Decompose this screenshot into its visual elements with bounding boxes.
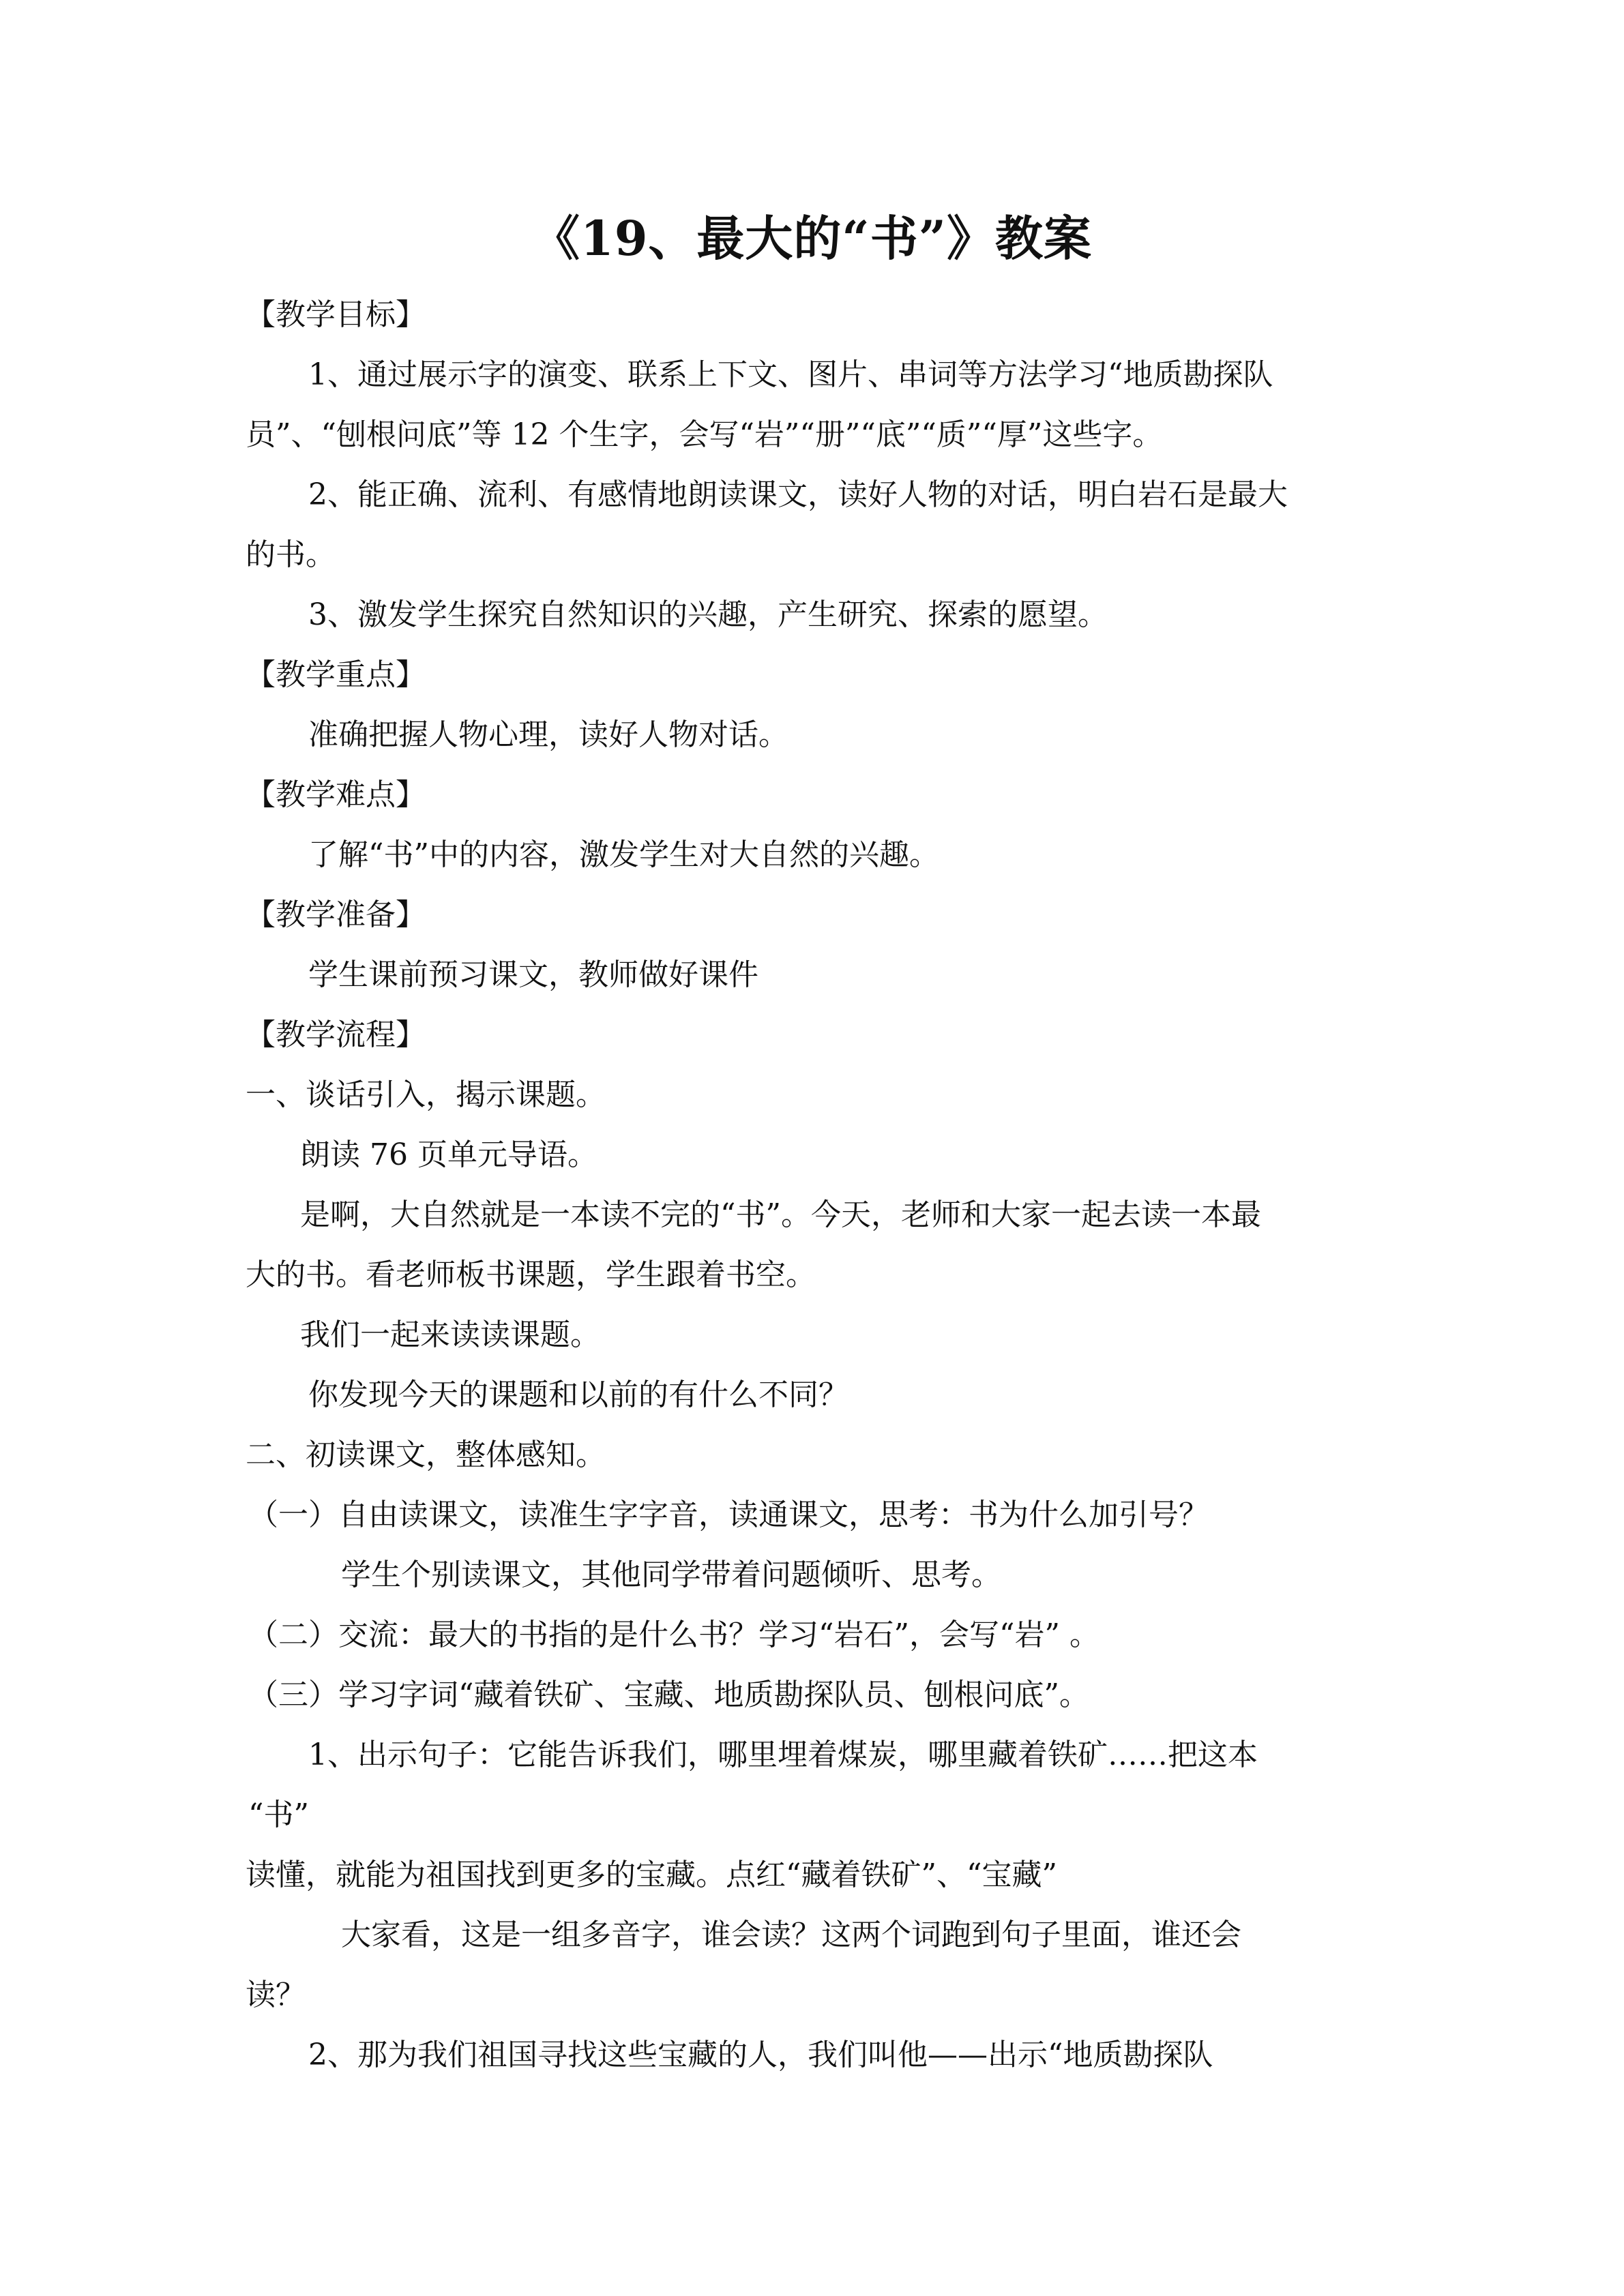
text-line: 2、那为我们祖国寻找这些宝藏的人，我们叫他——出示“地质勘探队: [308, 2038, 1213, 2072]
text-line: 你发现今天的课题和以前的有什么不同？: [308, 1377, 848, 1412]
text-line: 大家看，这是一组多音字，谁会读？这两个词跑到句子里面，谁还会: [341, 1918, 1241, 1952]
text-line: 一、谈话引入，揭示课题。: [246, 1077, 606, 1112]
text-line: 学生个别读课文，其他同学带着问题倾听、思考。: [341, 1557, 1001, 1592]
text-line: （三）学习字词“藏着铁矿、宝藏、地质勘探队员、刨根问底”。: [248, 1678, 1089, 1712]
text-line: 【教学重点】: [246, 657, 426, 692]
text-line: 2、能正确、流利、有感情地朗读课文，读好人物的对话，明白岩石是最大: [308, 477, 1288, 512]
text-line: 读懂，就能为祖国找到更多的宝藏。点红“藏着铁矿”、“宝藏”: [246, 1858, 1057, 1892]
text-line: 【教学难点】: [246, 777, 426, 812]
text-line: 1、出示句子：它能告诉我们，哪里埋着煤炭，哪里藏着铁矿……把这本: [308, 1738, 1258, 1772]
text-line: 员”、“刨根问底”等 12 个生字，会写“岩”“册”“底”“质”“厚”这些字。: [246, 417, 1163, 452]
text-line: 1、通过展示字的演变、联系上下文、图片、串词等方法学习“地质勘探队: [308, 357, 1273, 392]
document-body: [246, 285, 1378, 2085]
text-line: 二、初读课文，整体感知。: [246, 1437, 606, 1472]
text-line: 是啊，大自然就是一本读不完的“书”。今天，老师和大家一起去读一本最: [300, 1197, 1261, 1232]
text-line: 大的书。看老师板书课题，学生跟着书空。: [246, 1257, 816, 1292]
text-line: 朗读 76 页单元导语。: [300, 1137, 597, 1172]
text-line: 的书。: [246, 537, 336, 572]
document-title: 《19、最大的“书”》教案: [532, 210, 1092, 267]
text-line: 【教学流程】: [246, 1017, 426, 1052]
text-line: 3、激发学生探究自然知识的兴趣，产生研究、探索的愿望。: [308, 597, 1108, 632]
text-line: （二）交流：最大的书指的是什么书？学习“岩石”，会写“岩” 。: [248, 1617, 1099, 1652]
text-line: 【教学准备】: [246, 897, 426, 932]
text-line: （一）自由读课文，读准生字字音，读通课文，思考：书为什么加引号？: [248, 1497, 1209, 1532]
text-line: 我们一起来读读课题。: [300, 1317, 600, 1352]
text-line: “书”: [248, 1798, 309, 1832]
text-line: 读？: [246, 1978, 306, 2012]
text-line: 【教学目标】: [246, 297, 426, 332]
text-line: 准确把握人物心理，读好人物对话。: [308, 717, 788, 752]
text-line: 了解“书”中的内容，激发学生对大自然的兴趣。: [308, 837, 939, 872]
text-line: 学生课前预习课文，教师做好课件: [308, 957, 758, 992]
